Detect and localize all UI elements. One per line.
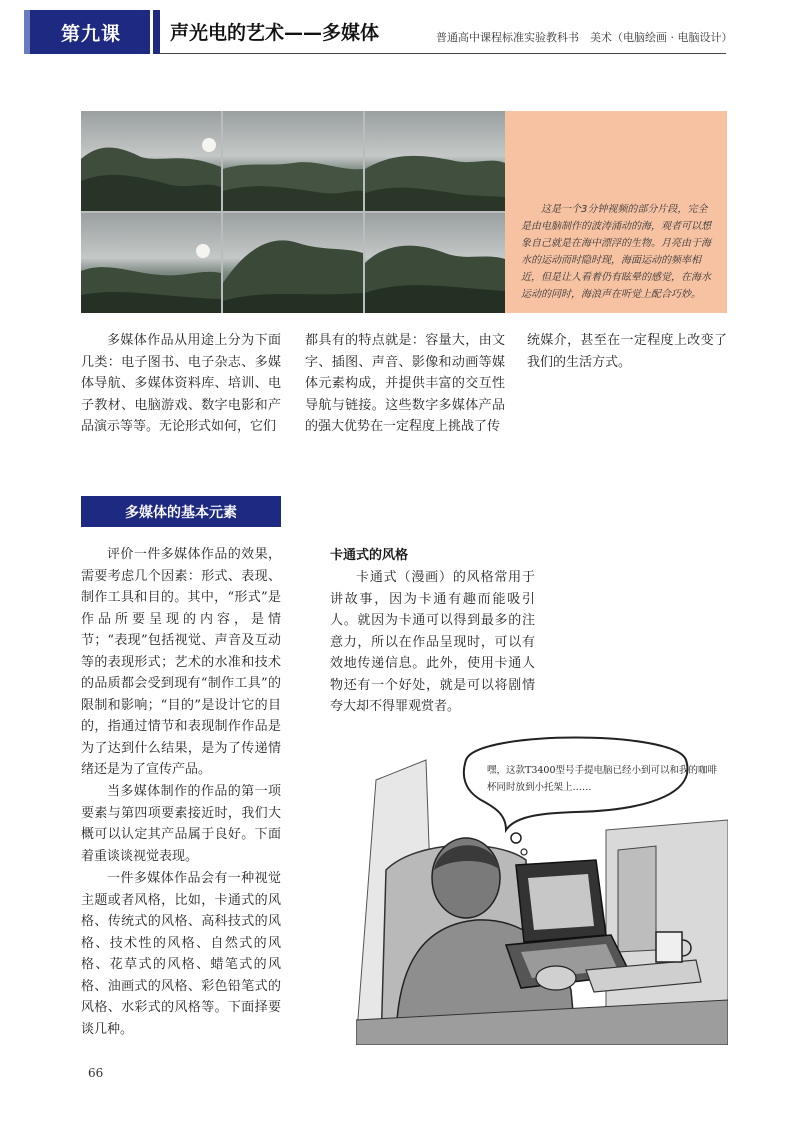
intro-column-2: 都具有的特点就是：容量大，由文字、插图、声音、影像和动画等媒体元素构成，并提供丰富的交互性导航与链接。这些数字多媒体产品的强大优势在一定程度上挑战了传: [305, 333, 505, 434]
figure-caption: 这是一个3分钟视频的部分片段，完全是由电脑制作的波涛涌动的海，观者可以想象自己就是在海中漂浮的生物。月亮由于海水的运动而时隐时现，海面运动的频率相近，但是让人看着仍有眩晕的感觉，在海水运动的同时，海浪声在听觉上配合巧妙。: [521, 204, 711, 300]
video-still-4: [81, 213, 221, 313]
cartoon-style-heading: 卡通式的风格: [330, 548, 409, 563]
video-still-6: [365, 213, 505, 313]
header-divider-block: [153, 10, 160, 54]
video-stills: [81, 111, 505, 313]
series-label: 普通高中课程标准实验教科书 美术（电脑绘画 · 电脑设计）: [436, 31, 733, 44]
intro-column-1: 多媒体作品从用途上分为下面几类：电子图书、电子杂志、多媒体导航、多媒体资料库、培训、电子教材、电脑游戏、数字电影和产品演示等等。无论形式如何，它们: [81, 333, 281, 434]
intro-column-3: 统媒介，甚至在一定程度上改变了我们的生活方式。: [527, 333, 727, 370]
section-paragraph-3: 一件多媒体作品会有一种视觉主题或者风格，比如，卡通式的风格、传统式的风格、高科技式的风格、技术性的风格、自然式的风格、花草式的风格、蜡笔式的风格、油画式的风格、彩色铅笔式的风格、水彩式的风格等。下面择要谈几种。: [81, 871, 281, 1037]
video-still-2: [223, 111, 363, 211]
chapter-title: 声光电的艺术——多媒体: [170, 22, 380, 44]
cartoon-style-paragraph: 卡通式（漫画）的风格常用于讲故事，因为卡通有趣而能吸引人。就因为卡通可以得到最多的注意力，所以在作品呈现时，可以有效地传递信息。此外，使用卡通人物还有一个好处，就是可以将剧情夸大却不得罪观赏者。: [330, 570, 535, 714]
lesson-label: 第九课: [60, 22, 121, 45]
page-number: 66: [88, 1066, 104, 1080]
video-still-5: [223, 213, 363, 313]
figure-caption-box: [505, 111, 727, 313]
lesson-tab: [24, 10, 150, 54]
speech-bubble-text: 嘿，这款T3400型号手提电脑已经小到可以和我的咖啡杯同时放到小托架上……: [487, 765, 718, 793]
section-paragraph-2: 当多媒体制作的作品的第一项要素与第四项要素接近时，我们大概可以认定其产品属于良好。下面着重谈谈视觉表现。: [81, 784, 281, 864]
video-still-3: [365, 111, 505, 211]
video-still-1: [81, 111, 221, 211]
header-rule: [160, 53, 726, 54]
section-heading: 多媒体的基本元素: [81, 496, 281, 527]
section-paragraph-1: 评价一件多媒体作品的效果，需要考虑几个因素：形式、表现、制作工具和目的。其中，“形式”是作品所要呈现的内容，是情节；“表现”包括视觉、声音及互动等的表现形式；艺术的水准和技术的品质都会受到现有“制作工具”的限制和影响；“目的”是设计它的目的，指通过情节和表现制作作品是为了达到什么结果，是为了传递情绪还是为了宣传产品。: [81, 547, 281, 777]
